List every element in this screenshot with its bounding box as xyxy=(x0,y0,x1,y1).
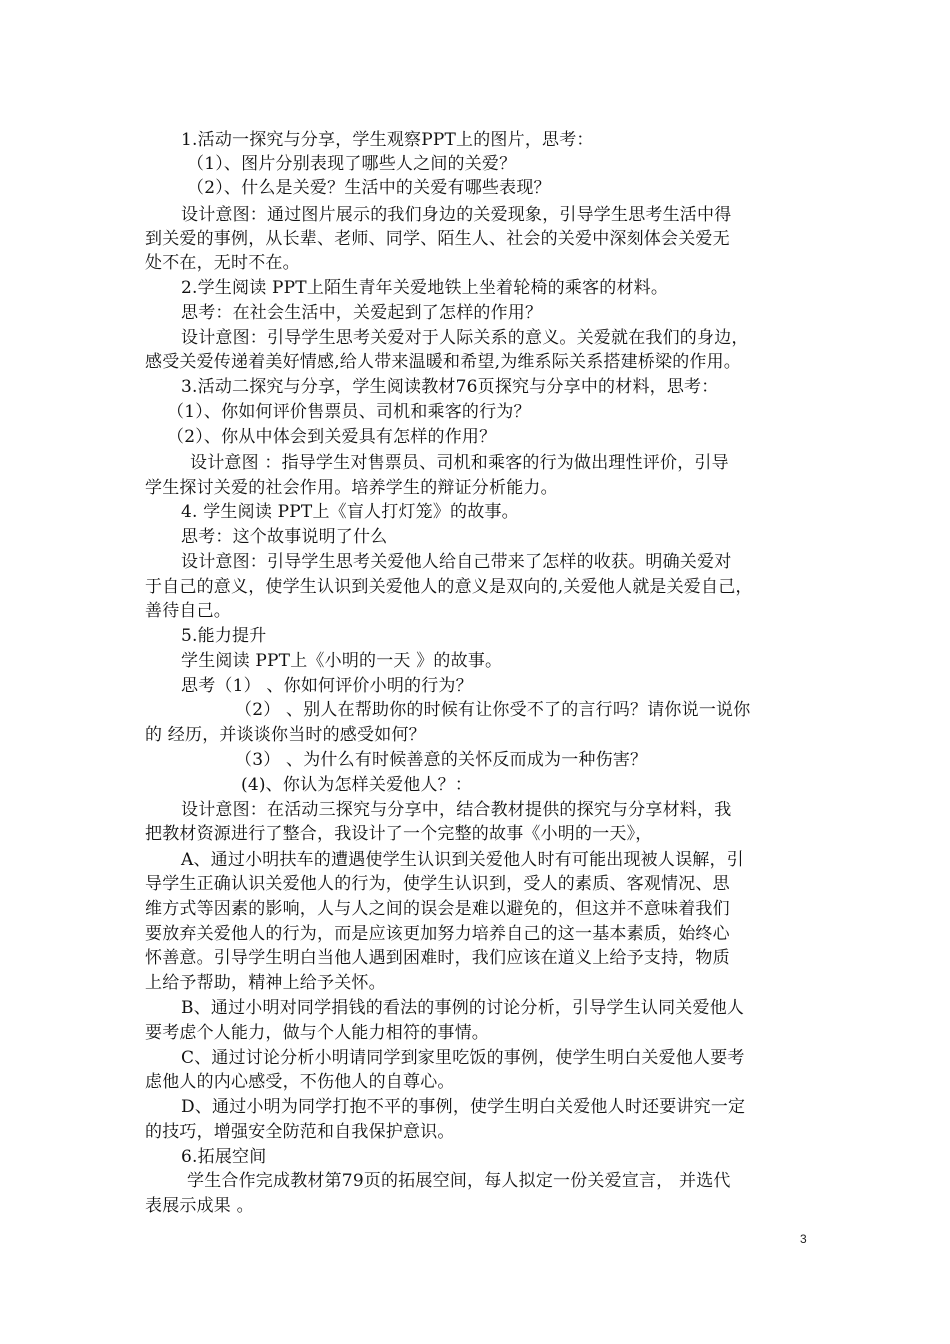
text-line: 虑他人的内心感受，不伤他人的自尊心。 xyxy=(145,1072,455,1092)
text-line: 2.学生阅读 PPT上陌生青年关爱地铁上坐着轮椅的乘客的材料。 xyxy=(181,278,669,298)
page-number: 3 xyxy=(800,1232,807,1246)
text-line: 到关爱的事例，从长辈、老师、同学、陌生人、社会的关爱中深刻体会关爱无 xyxy=(145,229,730,249)
text-line: 把教材资源进行了整合，我设计了一个完整的故事《小明的一天》， xyxy=(145,824,653,844)
text-line: （1）、图片分别表现了哪些人之间的关爱？ xyxy=(187,154,517,174)
text-line: 设计意图 ：指导学生对售票员、司机和乘客的行为做出理性评价，引导 xyxy=(190,453,729,473)
text-line: 5.能力提升 xyxy=(181,626,267,646)
text-line: 思考：这个故事说明了什么 xyxy=(181,527,388,547)
text-line: （2） 、别人在帮助你的时候有让你受不了的言行吗？请你说一说你 xyxy=(235,700,751,720)
text-line: 处不在，无时不在。 xyxy=(145,253,300,273)
text-line: （2）、什么是关爱？生活中的关爱有哪些表现？ xyxy=(187,178,551,198)
text-line: 的技巧，增强安全防范和自我保护意识。 xyxy=(145,1122,455,1142)
text-line: （2）、你从中体会到关爱具有怎样的作用？ xyxy=(167,427,497,447)
text-line: 3.活动二探究与分享，学生阅读教材76页探究与分享中的材料，思考： xyxy=(181,377,719,397)
text-line: 怀善意。引导学生明白当他人遇到困难时，我们应该在道义上给予支持，物质 xyxy=(145,948,730,968)
text-line: B、通过小明对同学捐钱的看法的事例的讨论分析，引导学生认同关爱他人 xyxy=(181,998,745,1018)
text-line: 思考（1） 、你如何评价小明的行为？ xyxy=(181,676,473,696)
text-line: 设计意图：在活动三探究与分享中，结合教材提供的探究与分享材料，我 xyxy=(181,800,732,820)
text-line: A、通过小明扶车的遭遇使学生认识到关爱他人时有可能出现被人误解，引 xyxy=(181,850,744,870)
text-line: 思考：在社会生活中，关爱起到了怎样的作用？ xyxy=(181,303,543,323)
text-line: 的 经历，并谈谈你当时的感受如何？ xyxy=(145,725,426,745)
text-line: 要放弃关爱他人的行为，而是应该更加努力培养自己的这一基本素质，始终心 xyxy=(145,924,730,944)
text-line: 于自己的意义，使学生认识到关爱他人的意义是双向的,关爱他人就是关爱自己， xyxy=(145,577,753,597)
text-line: 学生探讨关爱的社会作用。培养学生的辩证分析能力。 xyxy=(145,478,558,498)
text-line: 导学生正确认识关爱他人的行为，使学生认识到，受人的素质、客观情况、思 xyxy=(145,874,730,894)
text-line: D、通过小明为同学打抱不平的事例，使学生明白关爱他人时还要讲究一定 xyxy=(181,1097,746,1117)
text-line: 学生阅读 PPT上《小明的一天 》的故事。 xyxy=(181,651,503,671)
text-line: 学生合作完成教材第79页的拓展空间，每人拟定一份关爱宣言， 并选代 xyxy=(187,1171,731,1191)
text-line: 善待自己。 xyxy=(145,601,231,621)
text-line: 表展示成果 。 xyxy=(145,1196,254,1216)
text-line: 设计意图：通过图片展示的我们身边的关爱现象，引导学生思考生活中得 xyxy=(181,205,732,225)
text-line: 设计意图：引导学生思考关爱他人给自己带来了怎样的收获。明确关爱对 xyxy=(181,552,732,572)
text-line: （1）、你如何评价售票员、司机和乘客的行为？ xyxy=(167,402,531,422)
text-line: 设计意图：引导学生思考关爱对于人际关系的意义。关爱就在我们的身边， xyxy=(181,328,749,348)
text-line: （3） 、为什么有时候善意的关怀反而成为一种伤害？ xyxy=(235,750,648,770)
text-line: 4. 学生阅读 PPT上《盲人打灯笼》的故事。 xyxy=(181,502,519,522)
text-line: C、通过讨论分析小明请同学到家里吃饭的事例，使学生明白关爱他人要考 xyxy=(181,1048,745,1068)
text-line: 6.拓展空间 xyxy=(181,1147,267,1167)
text-line: 上给予帮助，精神上给予关怀。 xyxy=(145,973,386,993)
text-line: 感受关爱传递着美好情感,给人带来温暖和希望,为维系际关系搭建桥梁的作用。 xyxy=(145,352,742,372)
text-line: 1.活动一探究与分享，学生观察PPT上的图片，思考： xyxy=(181,130,594,150)
text-line: (4)、你认为怎样关爱他人？： xyxy=(241,775,473,795)
text-line: 要考虑个人能力，做与个人能力相符的事情。 xyxy=(145,1023,489,1043)
text-line: 维方式等因素的影响，人与人之间的误会是难以避免的，但这并不意味着我们 xyxy=(145,899,730,919)
